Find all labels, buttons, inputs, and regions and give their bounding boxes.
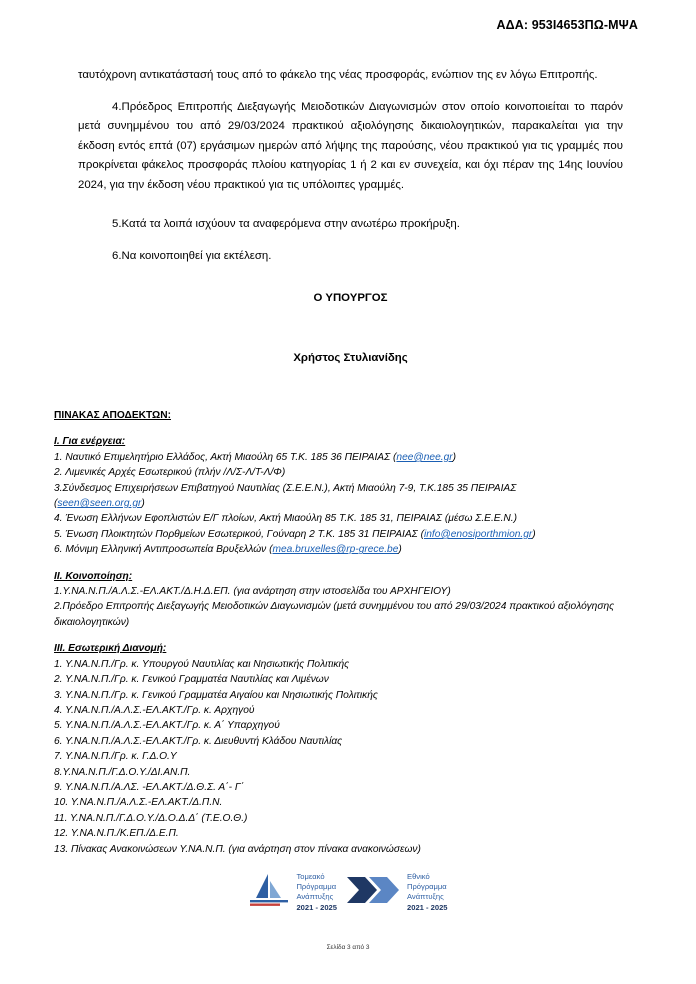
email-link-enosiporthmion[interactable]: info@enosiporthmion.gr [423,528,533,540]
recipients-section-2 [54,569,644,631]
arrows-icon [345,873,401,912]
list-item: 11. Υ.ΝΑ.Ν.Π./Γ.Δ.Ο.Υ./Δ.Ο.Δ.Δ΄ (Τ.Ε.Ο.Θ.) [54,812,248,824]
list-item: 1. Υ.ΝΑ.Ν.Π./Γρ. κ. Υπουργού Ναυτιλίας και Νησιωτικής Πολιτικής [54,658,350,670]
list-item: 6. Υ.ΝΑ.Ν.Π./Α.Λ.Σ.-ΕΛ.ΑΚΤ./Γρ. κ. Διευθυντή Κλάδου Ναυτιλίας [54,735,343,747]
paragraph-5: 5.Κατά τα λοιπά ισχύουν τα αναφερόμενα στην ανωτέρω προκήρυξη. [112,218,460,230]
list-item [54,527,644,542]
list-item: 2.Πρόεδρο Επιτροπής Διεξαγωγής Μειοδοτικών Διαγωνισμών (μετά συνημμένου του από 29/03/2024 πρακτικού αξιολόγησης δικαιολογητικών) [54,601,615,628]
list-item: 2. Υ.ΝΑ.Ν.Π./Γρ. κ. Γενικού Γραμματέα Ναυτιλίας και Λιμένων [54,674,329,686]
recipient-text: 5. Ένωση Πλοικτητών Πορθμείων Εσωτερικού, Γούναρη 2 Τ.Κ. 185 31 ΠΕΙΡΑΙΑΣ ( [54,528,424,540]
logo-right-text [407,872,448,912]
list-item: 13. Πίνακας Ανακοινώσεων Υ.ΝΑ.Ν.Π. (για ανάρτηση στον πίνακα ανακοινώσεων) [54,843,421,855]
document-body [78,66,623,364]
minister-title: Ο ΥΠΟΥΡΓΟΣ [313,292,388,304]
logo-left-text [296,872,337,912]
minister-signature-name: Χρήστος Στυλιανίδης [293,352,408,364]
paren-close: ) [532,528,536,540]
list-item [54,450,644,465]
logo-right-line1: Εθνικό [407,872,430,882]
list-item: 4. Ένωση Ελλήνων Εφοπλιστών Ε/Γ πλοίων, Ακτή Μιαούλη 85 Τ.Κ. 185 31, ΠΕΙΡΑΙΑΣ (μέσω Σ.Ε.Ε.Ν.) [54,513,517,525]
paren-close: ) [452,451,457,463]
list-item [54,542,644,557]
recipients-table [54,408,644,857]
logo-left-line3: Ανάπτυξης [296,891,334,901]
paren-close: ) [398,544,402,556]
list-item: 3. Υ.ΝΑ.Ν.Π./Γρ. κ. Γενικού Γραμματέα Αιγαίου και Νησιωτικής Πολιτικής [54,689,378,701]
list-item: 12. Υ.ΝΑ.Ν.Π./Κ.ΕΠ./Δ.Ε.Π. [54,828,179,840]
logo-tomeako-programma [248,872,337,913]
logo-right-years: 2021 - 2025 [407,903,448,913]
paragraph-continuation: ταυτόχρονη αντικατάστασή τους από το φάκελο της νέας προσφοράς, ενώπιον της εν λόγω Επιτροπής. [78,69,598,81]
recipients-section-1 [54,434,644,557]
ada-header-code: ΑΔΑ: 953Ι4653ΠΩ-ΜΨΑ [496,18,638,32]
logo-left-years: 2021 - 2025 [296,903,337,913]
section-2-title: ΙΙ. Κοινοποίηση: [54,570,133,582]
page-number: Σελίδα 3 από 3 [326,944,370,951]
email-link-mea-bruxelles[interactable]: mea.bruxelles@rp-grece.be [272,544,399,556]
list-item: (seen@seen.org.gr) [54,498,145,510]
list-item: 1.Υ.ΝΑ.Ν.Π./Α.Λ.Σ.-ΕΛ.ΑΚΤ./Δ.Η.Δ.ΕΠ. (για ανάρτηση στην ιστοσελίδα του ΑΡΧΗΓΕΙΟΥ) [54,586,451,598]
list-item: 8.Υ.ΝΑ.Ν.Π./Γ.Δ.Ο.Υ./ΔΙ.ΑΝ.Π. [54,766,191,778]
paren-close: ) [141,498,145,510]
list-item: 3.Σύνδεσμος Επιχειρήσεων Επιβατηγού Ναυτιλίας (Σ.Ε.Ε.Ν.), Ακτή Μιαούλη 7-9, Τ.Κ.185 35 ΠΕΙΡΑΙΑΣ [54,482,517,494]
list-item: 5. Υ.ΝΑ.Ν.Π./Α.Λ.Σ.-ΕΛ.ΑΚΤ./Γρ. κ. Α΄ Υπαρχηγού [54,720,280,732]
footer-logos [0,872,696,913]
list-item: 4. Υ.ΝΑ.Ν.Π./Α.Λ.Σ.-ΕΛ.ΑΚΤ./Γρ. κ. Αρχηγού [54,704,255,716]
email-link-nee[interactable]: nee@nee.gr [396,451,453,463]
logo-right-line2: Πρόγραμμα [407,881,447,891]
list-item: 10. Υ.ΝΑ.Ν.Π./Α.Λ.Σ.-ΕΛ.ΑΚΤ./Δ.Π.Ν. [54,797,223,809]
logo-ethniko-programma [345,872,448,912]
logo-left-line1: Τομεακό [296,872,325,882]
sailboat-icon [248,872,290,913]
section-1-title: Ι. Για ενέργεια: [54,436,126,448]
paragraph-6: 6.Να κοινοποιηθεί για εκτέλεση. [112,249,272,262]
list-item: 9. Υ.ΝΑ.Ν.Π./Α.ΛΣ. -ΕΛ.ΑΚΤ./Δ.Θ.Σ. Α΄- Γ΄ [54,781,245,793]
paragraph-4: 4.Πρόεδρος Επιτροπής Διεξαγωγής Μειοδοτικών Διαγωνισμών στον οποίο κοινοποιείται το παρόν μετά συνημμένου του από 29/03/2024 πρακτικού αξιολόγησης δικαιολογητικών, παρακαλείται για την έκδοση εντός επτά (07) εργάσιμων ημερών από λήψης της παρούσης, νέου πρακτικού για τις γραμμές που προκρίνεται φάκελος προσφοράς πλοίου κατηγορίας 1 ή 2 και εν συνεχεία, και όχι πέραν της 14ης Ιουνίου 2024, για την έκδοση νέου πρακτικού για τις υπόλοιπες γραμμές. [78,100,623,191]
logo-left-line2: Πρόγραμμα [296,881,337,891]
recipient-text: 1. Ναυτικό Επιμελητήριο Ελλάδος, Ακτή Μιαούλη 65 Τ.Κ. 185 36 ΠΕΙΡΑΙΑΣ ( [54,451,397,463]
recipients-title: ΠΙΝΑΚΑΣ ΑΠΟΔΕΚΤΩΝ: [54,410,171,421]
logo-right-line3: Ανάπτυξης [407,891,444,901]
list-item: 7. Υ.ΝΑ.Ν.Π./Γρ. κ. Γ.Δ.Ο.Υ [54,751,177,763]
recipients-section-3 [54,641,644,857]
list-item: 2. Λιμενικές Αρχές Εσωτερικού (πλήν /Λ/Σ-Λ/Τ-Λ/Φ) [54,467,286,479]
email-link-seen[interactable]: seen@seen.org.gr [57,498,142,510]
section-3-title: ΙΙΙ. Εσωτερική Διανομή: [54,643,167,655]
recipient-text: 6. Μόνιμη Ελληνική Αντιπροσωπεία Βρυξελλών ( [54,544,273,556]
